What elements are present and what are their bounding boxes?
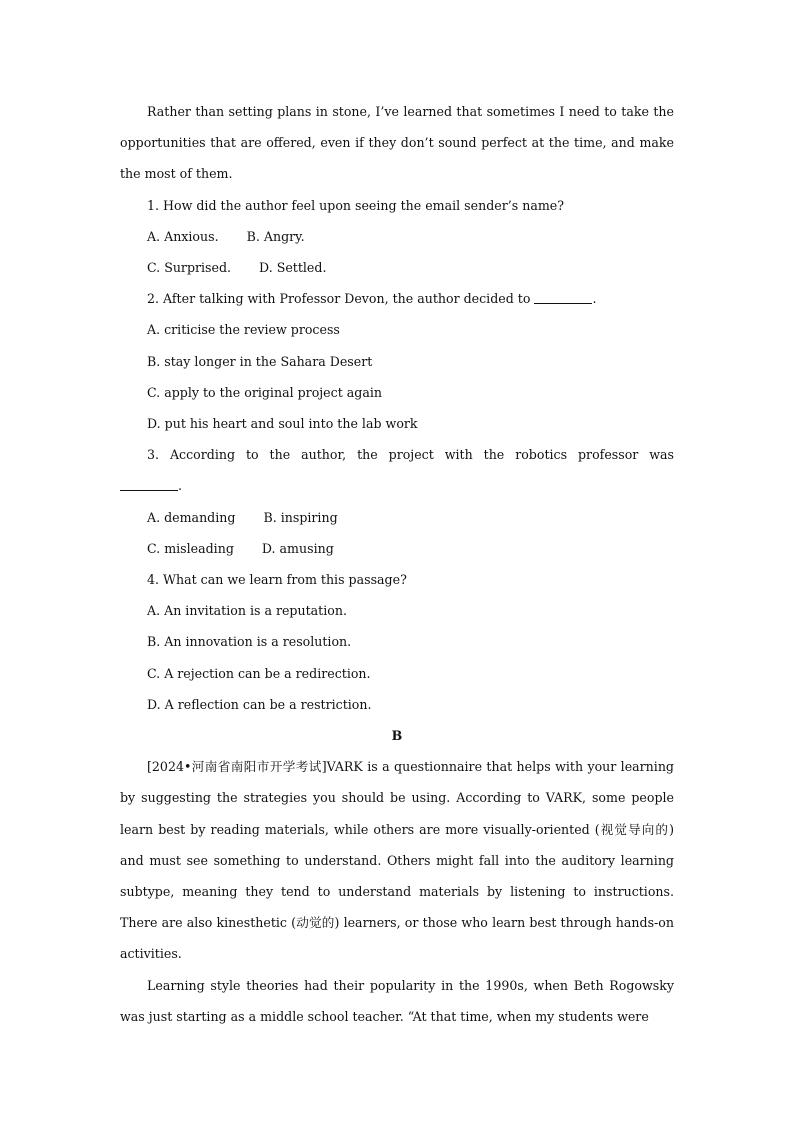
section-b-title: B bbox=[391, 728, 403, 744]
answer-blank bbox=[120, 478, 178, 491]
section-b-paragraph-2: Learning style theories had their popularity in the 1990s, when Beth Rogowsky was just starting as a middle school teacher. “At that time, when my students were bbox=[120, 977, 674, 1024]
question-1-option-c: C. Surprised. bbox=[147, 260, 232, 276]
question-3-options-row-1 bbox=[120, 502, 674, 533]
question-1-stem: 1. How did the author feel upon seeing the email sender’s name? bbox=[147, 197, 564, 213]
question-3-option-a: A. demanding bbox=[147, 509, 236, 525]
question-3-option-b: B. inspiring bbox=[263, 509, 338, 525]
question-2-option-d: D. put his heart and soul into the lab work bbox=[147, 416, 418, 432]
question-2-option-b: B. stay longer in the Sahara Desert bbox=[147, 353, 373, 369]
question-1-option-d: D. Settled. bbox=[259, 260, 327, 276]
question-3-option-c: C. misleading bbox=[147, 540, 234, 556]
document-page bbox=[120, 96, 674, 1032]
question-4-option-c: C. A rejection can be a redirection. bbox=[147, 665, 371, 681]
question-4-option-a: A. An invitation is a reputation. bbox=[147, 603, 347, 619]
question-2-stem: 2. After talking with Professor Devon, the author decided to . bbox=[147, 291, 597, 307]
section-b-paragraph-1: [2024•河南省南阳市开学考试]VARK is a questionnaire that helps with your learning by suggesting the strategies you should be using. According to VARK, some people learn best by reading materials, while others are more visually-oriented (视觉导向的) and must see something to understand. Others might fall into the auditory learning subtype, meaning they tend to understand materials by listening to instructions. There are also kinesthetic (动觉的) learners, or those who learn best through hands-on activities. bbox=[120, 759, 674, 962]
question-1-options-row-1 bbox=[120, 221, 674, 252]
question-4-option-d: D. A reflection can be a restriction. bbox=[147, 696, 372, 712]
question-2-option-c: C. apply to the original project again bbox=[147, 384, 382, 400]
question-1-option-b: B. Angry. bbox=[246, 228, 305, 244]
question-1-option-a: A. Anxious. bbox=[147, 228, 219, 244]
passage-a-ending: Rather than setting plans in stone, I’ve learned that sometimes I need to take the opportunities that are offered, even if they don’t sound perfect at the time, and make the most of them. bbox=[120, 104, 674, 182]
question-3-option-d: D. amusing bbox=[261, 540, 334, 556]
question-4-option-b: B. An innovation is a resolution. bbox=[147, 634, 352, 650]
question-1-options-row-2 bbox=[120, 252, 674, 283]
question-3-stem: 3. According to the author, the project with the robotics professor was . bbox=[120, 439, 674, 501]
answer-blank bbox=[534, 291, 592, 304]
question-2-option-a: A. criticise the review process bbox=[147, 322, 340, 338]
question-3-options-row-2 bbox=[120, 533, 674, 564]
question-4-stem: 4. What can we learn from this passage? bbox=[147, 572, 407, 588]
